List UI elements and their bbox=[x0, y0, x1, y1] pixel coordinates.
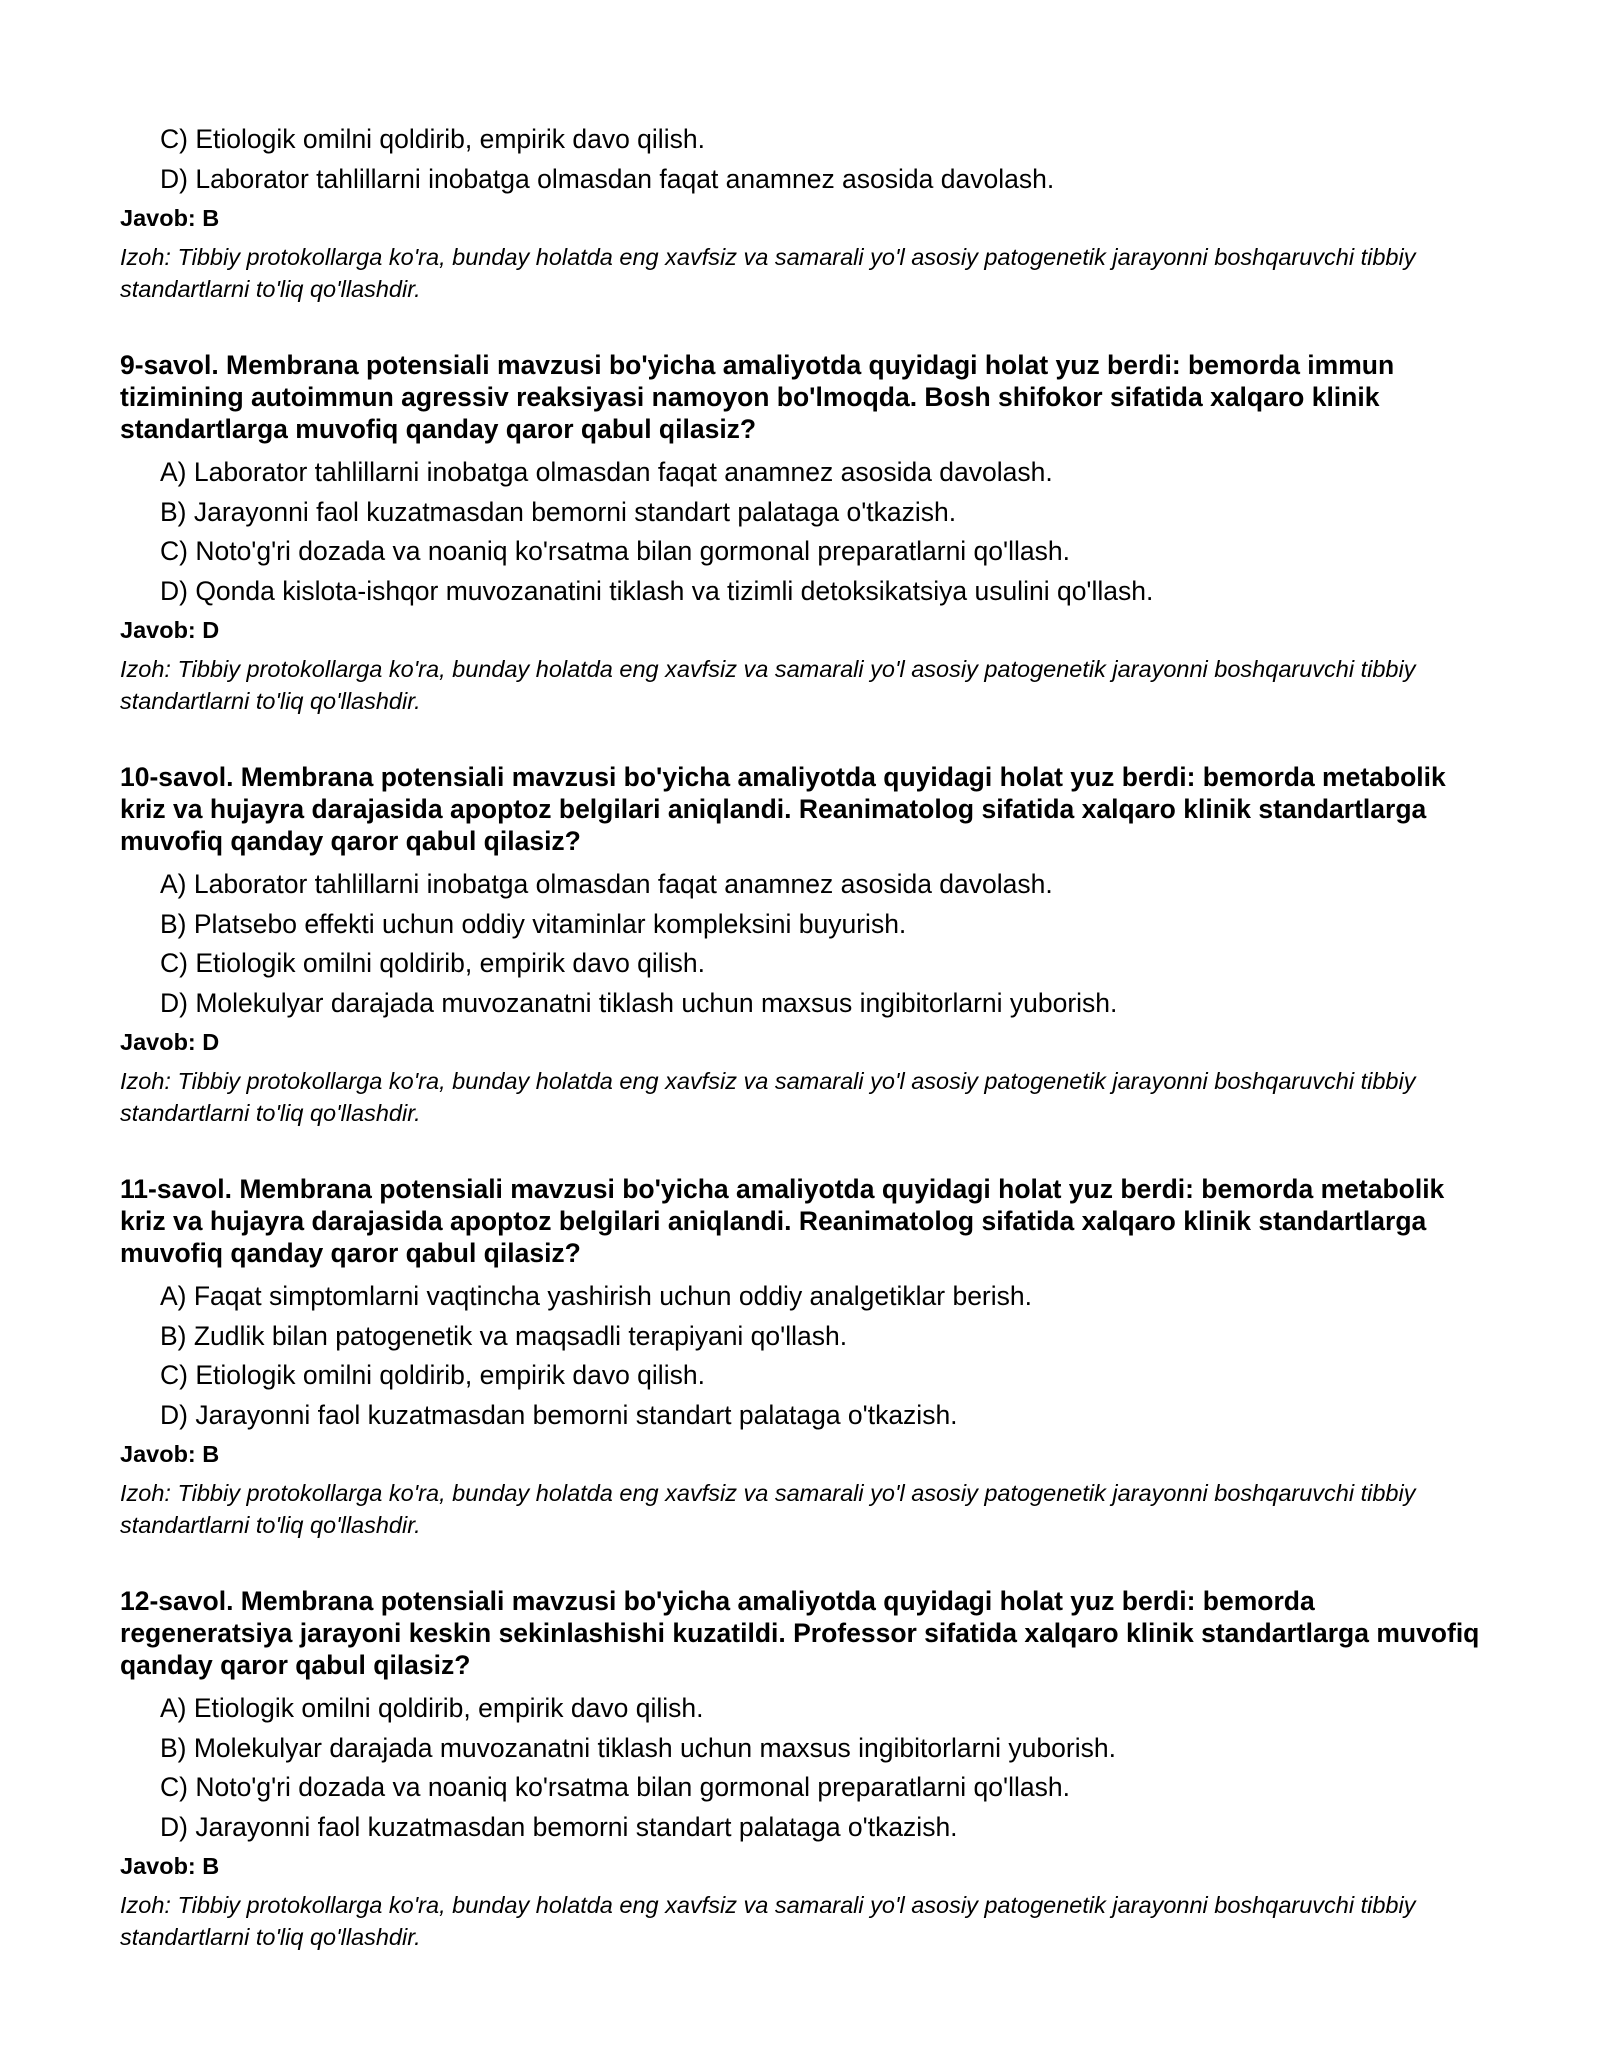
option-d: D) Jarayonni faol kuzatmasdan bemorni standart palataga o'tkazish. bbox=[160, 1811, 958, 1842]
answer-label: Javob: D bbox=[120, 1029, 220, 1055]
answer-label: Javob: B bbox=[120, 1441, 220, 1467]
question-block-10 bbox=[120, 761, 1485, 1129]
option-c: C) Etiologik omilni qoldirib, empirik davo qilish. bbox=[160, 124, 705, 154]
explanation-note: Izoh: Tibbiy protokollarga ko'ra, bunday holatda eng xavfsiz va samarali yo'l asosiy patogenetik jarayonni boshqaruvchi tibbiy standartlarni to'liq qo'llashdir. bbox=[120, 1480, 1416, 1538]
option-b: B) Molekulyar darajada muvozanatni tiklash uchun maxsus ingibitorlarni yuborish. bbox=[160, 1732, 1116, 1763]
option-a: A) Laborator tahlillarni inobatga olmasdan faqat anamnez asosida davolash. bbox=[160, 457, 1053, 487]
question-text: 12-savol. Membrana potensiali mavzusi bo'yicha amaliyotda quyidagi holat yuz berdi: bemorda regeneratsiya jarayoni keskin sekinlashishi kuzatildi. Professor sifatida xalqaro klinik standartlarga muvofiq qanday qaror qabul qilasiz? bbox=[120, 1586, 1480, 1680]
option-c: C) Noto'g'ri dozada va noaniq ko'rsatma bilan gormonal preparatlarni qo'llash. bbox=[160, 536, 1070, 566]
option-a: A) Faqat simptomlarni vaqtincha yashirish uchun oddiy analgetiklar berish. bbox=[160, 1281, 1032, 1311]
question-block-9 bbox=[120, 349, 1485, 717]
option-c: C) Etiologik omilni qoldirib, empirik davo qilish. bbox=[160, 1360, 705, 1390]
answer-label: Javob: B bbox=[120, 1853, 220, 1879]
answer-label: Javob: B bbox=[120, 205, 220, 231]
explanation-note: Izoh: Tibbiy protokollarga ko'ra, bunday holatda eng xavfsiz va samarali yo'l asosiy patogenetik jarayonni boshqaruvchi tibbiy standartlarni to'liq qo'llashdir. bbox=[120, 656, 1416, 714]
option-c: C) Noto'g'ri dozada va noaniq ko'rsatma bilan gormonal preparatlarni qo'llash. bbox=[160, 1772, 1070, 1802]
explanation-note: Izoh: Tibbiy protokollarga ko'ra, bunday holatda eng xavfsiz va samarali yo'l asosiy patogenetik jarayonni boshqaruvchi tibbiy standartlarni to'liq qo'llashdir. bbox=[120, 244, 1416, 302]
question-text: 11-savol. Membrana potensiali mavzusi bo'yicha amaliyotda quyidagi holat yuz berdi: bemorda metabolik kriz va hujayra darajasida apoptoz belgilari aniqlandi. Reanimatolog sifatida xalqaro klinik standartlarga muvofiq qanday qaror qabul qilasiz? bbox=[120, 1174, 1445, 1268]
option-d: D) Qonda kislota-ishqor muvozanatini tiklash va tizimli detoksikatsiya usulini qo'llash. bbox=[160, 575, 1154, 606]
option-a: A) Etiologik omilni qoldirib, empirik davo qilish. bbox=[160, 1693, 704, 1723]
option-d: D) Jarayonni faol kuzatmasdan bemorni standart palataga o'tkazish. bbox=[160, 1399, 958, 1430]
option-c: C) Etiologik omilni qoldirib, empirik davo qilish. bbox=[160, 948, 705, 978]
question-block-12 bbox=[120, 1585, 1485, 1953]
question-text: 10-savol. Membrana potensiali mavzusi bo'yicha amaliyotda quyidagi holat yuz berdi: bemorda metabolik kriz va hujayra darajasida apoptoz belgilari aniqlandi. Reanimatolog sifatida xalqaro klinik standartlarga muvofiq qanday qaror qabul qilasiz? bbox=[120, 762, 1446, 856]
partial-question-8 bbox=[120, 120, 1485, 305]
option-b: B) Jarayonni faol kuzatmasdan bemorni standart palataga o'tkazish. bbox=[160, 496, 957, 527]
option-a: A) Laborator tahlillarni inobatga olmasdan faqat anamnez asosida davolash. bbox=[160, 869, 1053, 899]
explanation-note: Izoh: Tibbiy protokollarga ko'ra, bunday holatda eng xavfsiz va samarali yo'l asosiy patogenetik jarayonni boshqaruvchi tibbiy standartlarni to'liq qo'llashdir. bbox=[120, 1068, 1416, 1126]
option-b: B) Zudlik bilan patogenetik va maqsadli terapiyani qo'llash. bbox=[160, 1320, 848, 1351]
option-d: D) Molekulyar darajada muvozanatni tiklash uchun maxsus ingibitorlarni yuborish. bbox=[160, 987, 1118, 1018]
answer-label: Javob: D bbox=[120, 617, 220, 643]
question-text: 9-savol. Membrana potensiali mavzusi bo'yicha amaliyotda quyidagi holat yuz berdi: bemorda immun tizimining autoimmun agressiv reaksiyasi namoyon bo'lmoqda. Bosh shifokor sifatida xalqaro klinik standartlarga muvofiq qanday qaror qabul qilasiz? bbox=[120, 350, 1395, 444]
option-b: B) Platsebo effekti uchun oddiy vitaminlar kompleksini buyurish. bbox=[160, 908, 907, 939]
question-block-11 bbox=[120, 1173, 1485, 1541]
explanation-note: Izoh: Tibbiy protokollarga ko'ra, bunday holatda eng xavfsiz va samarali yo'l asosiy patogenetik jarayonni boshqaruvchi tibbiy standartlarni to'liq qo'llashdir. bbox=[120, 1892, 1416, 1950]
option-d: D) Laborator tahlillarni inobatga olmasdan faqat anamnez asosida davolash. bbox=[160, 163, 1055, 194]
